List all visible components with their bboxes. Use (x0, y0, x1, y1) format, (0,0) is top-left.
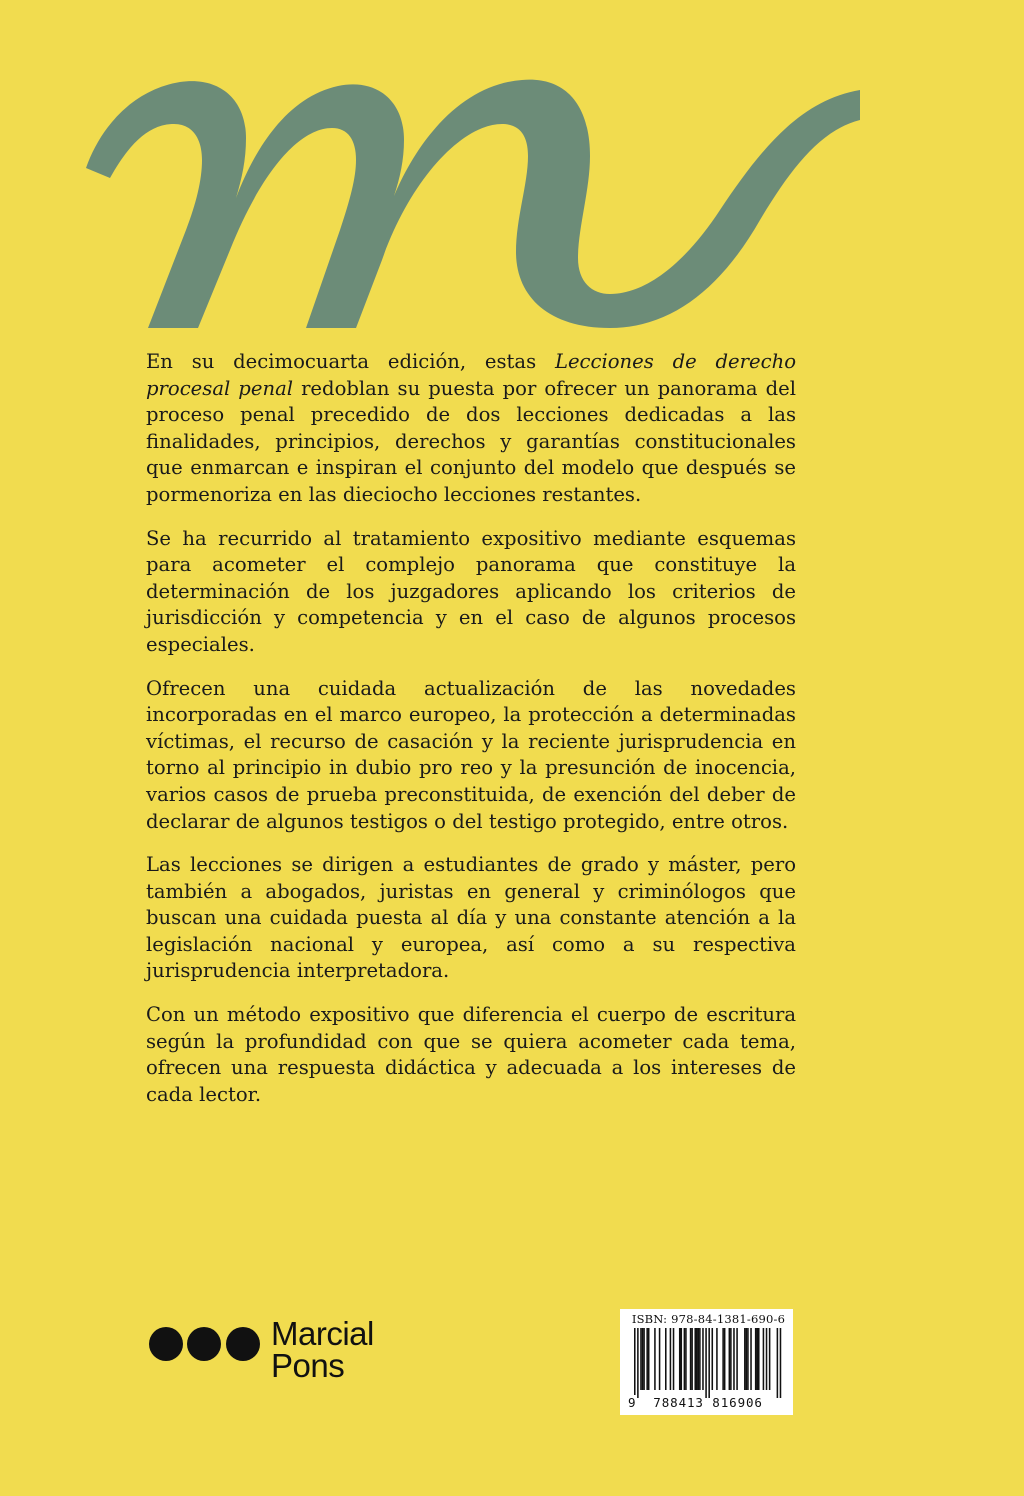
barcode-bar (769, 1328, 771, 1390)
barcode-bar (744, 1328, 746, 1390)
publisher-name-line1: Marcial (271, 1315, 374, 1352)
barcode-bar (716, 1328, 718, 1390)
barcode-bar (659, 1328, 661, 1390)
blurb-p1-end: redoblan su puesta por ofrecer un panorama del proceso penal precedido de dos lecciones dedicadas a las finalidades, principios, derechos y garantías constitucionales que enmarcan e inspiran el conjunto del modelo que después se pormenoriza en las dieciocho lecciones restantes. (146, 376, 796, 506)
barcode-bar (746, 1328, 748, 1390)
barcode-bar (684, 1328, 686, 1390)
barcode-bar (729, 1328, 731, 1390)
ean-left-group: 788413 (653, 1395, 704, 1410)
barcode-bar (702, 1328, 704, 1390)
barcode-bar (730, 1328, 732, 1390)
barcode-bar (637, 1328, 639, 1398)
barcode-bar (758, 1328, 760, 1390)
barcode-bar (708, 1328, 710, 1398)
blurb-text (146, 349, 796, 1125)
barcode-bar (640, 1328, 642, 1390)
m-glyph-shape (86, 80, 860, 328)
barcode-bar (705, 1328, 707, 1398)
barcode-bar (679, 1328, 681, 1390)
barcode-bar (699, 1328, 701, 1390)
blurb-paragraph-1 (146, 349, 796, 509)
barcode-bar (690, 1328, 692, 1390)
barcode-bar (747, 1328, 749, 1390)
barcode-bar (780, 1328, 782, 1398)
barcode-bar (670, 1328, 672, 1390)
barcode-bar (634, 1328, 636, 1398)
barcode-bars (626, 1328, 787, 1398)
barcode-bar (685, 1328, 687, 1390)
barcode-bar (722, 1328, 724, 1390)
blurb-paragraph-3: Ofrecen una cuidada actualización de las novedades incorporadas en el marco europeo, la protección a determinadas víctimas, el recurso de casación y la reciente jurisprudencia en torno al principio in dubio pro reo y la presunción de inocencia, varios casos de prueba preconstituida, de exención del deber de declarar de algunos testigos o del testigo protegido, entre otros. (146, 676, 796, 833)
barcode-bar (696, 1328, 698, 1390)
barcode-bar (648, 1328, 650, 1390)
barcode-bar (673, 1328, 675, 1390)
barcode-bar (654, 1328, 656, 1390)
barcode-bar (755, 1328, 757, 1390)
barcode-bar (642, 1328, 644, 1390)
barcode-bar (766, 1328, 768, 1390)
barcode-bar (665, 1328, 667, 1390)
ean-digits (628, 1395, 788, 1410)
barcode-bar (756, 1328, 758, 1390)
marcial-pons-dots-icon (148, 1326, 263, 1362)
blurb-paragraph-2: Se ha recurrido al tratamiento expositivo mediante esquemas para acometer el complejo panorama que constituye la determinación de los juzgadores aplicando los criterios de jurisdicción y competencia y en el caso de algunos procesos especiales. (146, 526, 796, 656)
book-title-italic: Lecciones de derecho procesal penal (146, 350, 796, 400)
barcode-bar (724, 1328, 726, 1390)
barcode-bar (777, 1328, 779, 1398)
barcode-bar (643, 1328, 645, 1390)
barcode-bar (733, 1328, 735, 1390)
blurb-p1-start: En su decimocuarta edición, estas (146, 350, 555, 373)
decorative-m-glyph-icon (70, 60, 860, 335)
barcode-bar (698, 1328, 700, 1390)
isbn-barcode (620, 1309, 793, 1415)
barcode-bar (750, 1328, 752, 1390)
blurb-paragraph-4: Las lecciones se dirigen a estudiantes de grado y máster, pero también a abogados, juristas en general y criminólogos que buscan una cuidada puesta al día y una constante atención a la legislación nacional y europea, así como a su respectiva jurisprudencia interpretadora. (146, 853, 796, 983)
ean-right-group: 816906 (712, 1395, 763, 1410)
blurb-paragraph-5: Con un método expositivo que diferencia el cuerpo de escritura según la profundidad con que se quiera acometer cada tema, ofrecen una respuesta didáctica y adecuada a los intereses de cada lector. (146, 1003, 796, 1106)
isbn-label: ISBN: 978-84-1381-690-6 (631, 1312, 786, 1326)
barcode-bar (691, 1328, 693, 1390)
barcode-bar (646, 1328, 648, 1390)
publisher-name (271, 1315, 374, 1384)
publisher-logo (148, 1315, 388, 1398)
barcode-bar (712, 1328, 714, 1390)
ean-first-digit: 9 (628, 1395, 637, 1410)
barcode-bar (763, 1328, 765, 1390)
publisher-name-line2: Pons (271, 1347, 345, 1384)
barcode-bar (694, 1328, 696, 1390)
barcode-bar (681, 1328, 683, 1390)
barcode-bar (736, 1328, 738, 1390)
